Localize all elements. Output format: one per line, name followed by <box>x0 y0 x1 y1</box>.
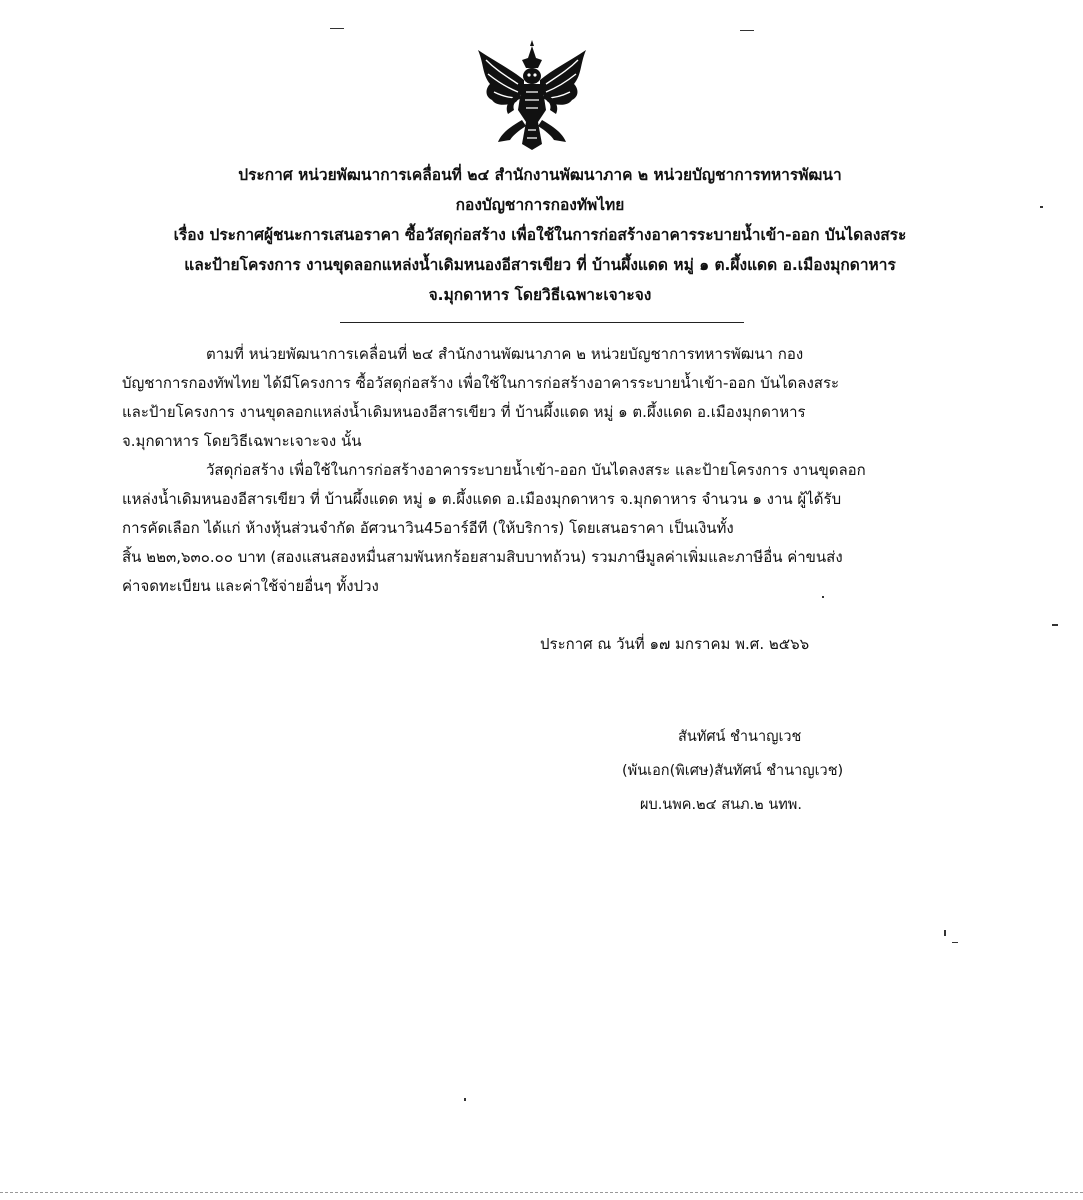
paragraph-2 <box>122 456 962 601</box>
paragraph-1-line-1: ตามที่ หน่วยพัฒนาการเคลื่อนที่ ๒๔ สำนักงานพัฒนาภาค ๒ หน่วยบัญชาการทหารพัฒนา กอง <box>206 345 804 363</box>
paragraph-1-line-4: จ.มุกดาหาร โดยวิธีเฉพาะเจาะจง นั้น <box>122 432 362 450</box>
scan-speck <box>1052 624 1058 626</box>
scan-speck <box>330 28 344 29</box>
paragraph-2-line-4: สิ้น ๒๒๓,๖๓๐.๐๐ บาท (สองแสนสองหมื่นสามพันหกร้อยสามสิบบาทถ้วน) รวมภาษีมูลค่าเพิ่มและภาษีอื่น ค่าขนส่ง <box>122 548 843 566</box>
scan-speck <box>1040 206 1043 208</box>
signature-position: ผบ.นพค.๒๔ สนภ.๒ นทพ. <box>640 797 802 813</box>
paragraph-1 <box>122 340 962 456</box>
header-line-3: เรื่อง ประกาศผู้ชนะการเสนอราคา ซื้อวัสดุก่อสร้าง เพื่อใช้ในการก่อสร้างอาคารระบายน้ำเข้า-ออก บันไดลงสระ <box>173 226 907 244</box>
announcement-header <box>100 160 980 310</box>
paragraph-2-line-3: การคัดเลือก ได้แก่ ห้างหุ้นส่วนจำกัด อัศวนาวิน45อาร์อีที (ให้บริการ) โดยเสนอราคา เป็นเงินทั้ง <box>122 519 734 537</box>
header-line-2: กองบัญชาการกองทัพไทย <box>455 196 625 214</box>
signature-name: สันทัศน์ ชำนาญเวช <box>678 729 802 745</box>
signature-full-name: (พันเอก(พิเศษ)สันทัศน์ ชำนาญเวช) <box>622 763 844 779</box>
scan-bottom-edge <box>0 1192 1083 1193</box>
scan-speck <box>944 930 946 936</box>
scan-speck <box>464 1098 466 1101</box>
paragraph-2-line-2: แหล่งน้ำเดิมหนองอีสารเขียว ที่ บ้านผึ้งแดด หมู่ ๑ ต.ผึ้งแดด อ.เมืองมุกดาหาร จ.มุกดาหาร จำนวน ๑ งาน ผู้ได้รับ <box>122 490 842 508</box>
paragraph-1-line-3: และป้ายโครงการ งานขุดลอกแหล่งน้ำเดิมหนองอีสารเขียว ที่ บ้านผึ้งแดด หมู่ ๑ ต.ผึ้งแดด อ.เมืองมุกดาหาร <box>122 403 806 421</box>
paragraph-1-line-2: บัญชาการกองทัพไทย ได้มีโครงการ ซื้อวัสดุก่อสร้าง เพื่อใช้ในการก่อสร้างอาคารระบายน้ำเข้า-ออก บันไดลงสระ <box>122 374 840 392</box>
scan-speck <box>952 942 958 943</box>
header-line-5: จ.มุกดาหาร โดยวิธีเฉพาะเจาะจง <box>428 286 652 304</box>
announcement-date: ประกาศ ณ วันที่ ๑๗ มกราคม พ.ศ. ๒๕๖๖ <box>540 635 810 653</box>
header-divider <box>340 322 744 323</box>
header-line-4: และป้ายโครงการ งานขุดลอกแหล่งน้ำเดิมหนองอีสารเขียว ที่ บ้านผึ้งแดด หมู่ ๑ ต.ผึ้งแดด อ.เมืองมุกดาหาร <box>184 256 896 274</box>
paragraph-2-line-5: ค่าจดทะเบียน และค่าใช้จ่ายอื่นๆ ทั้งปวง <box>122 577 379 595</box>
garuda-emblem-icon <box>472 40 592 152</box>
scan-speck <box>740 30 754 31</box>
scan-speck <box>822 596 824 598</box>
header-line-1: ประกาศ หน่วยพัฒนาการเคลื่อนที่ ๒๔ สำนักงานพัฒนาภาค ๒ หน่วยบัญชาการทหารพัฒนา <box>238 166 842 184</box>
paragraph-2-line-1: วัสดุก่อสร้าง เพื่อใช้ในการก่อสร้างอาคารระบายน้ำเข้า-ออก บันไดลงสระ และป้ายโครงการ งานขุดลอก <box>206 461 866 479</box>
